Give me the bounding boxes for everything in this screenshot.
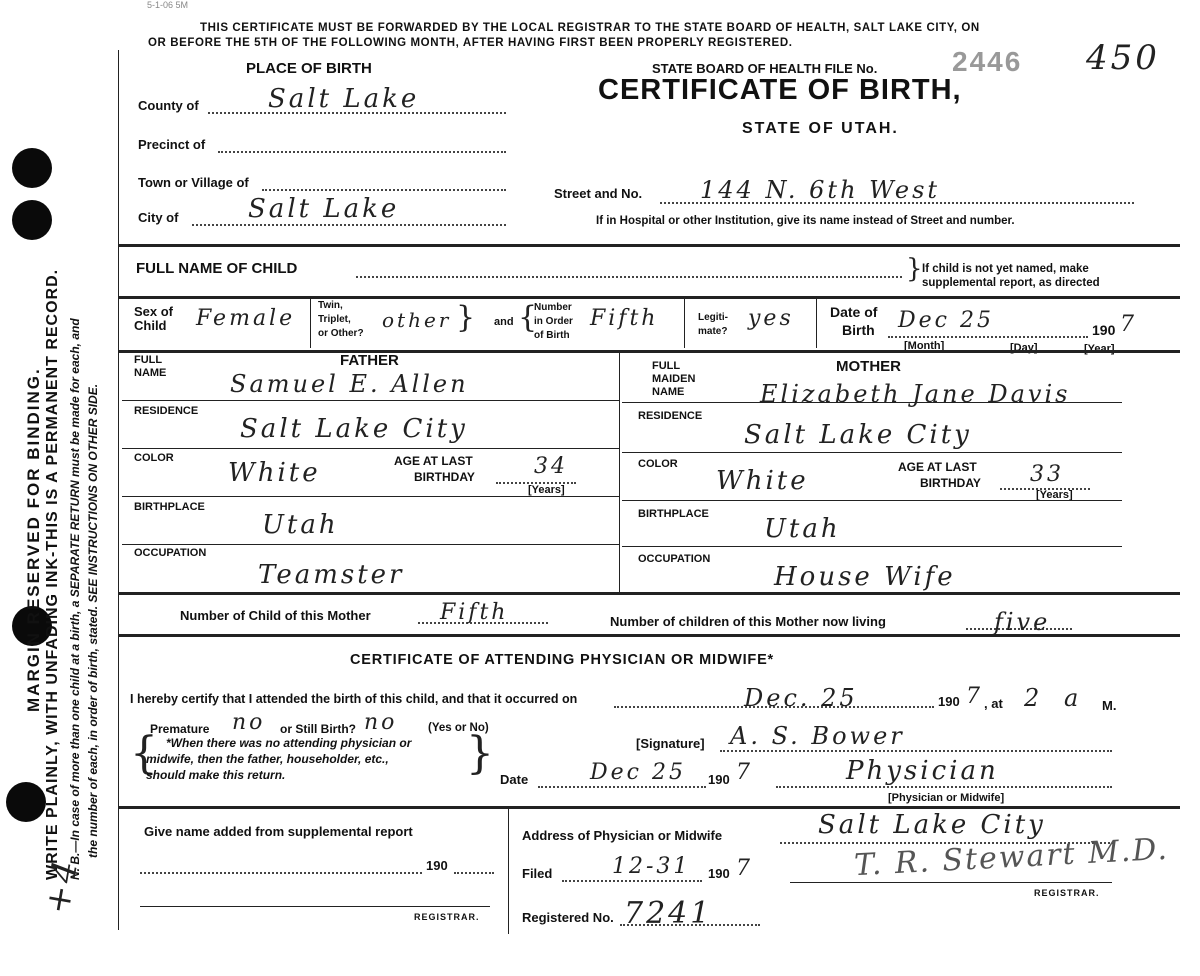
place-heading: PLACE OF BIRTH (246, 60, 372, 77)
mother-residence-label: RESIDENCE (638, 410, 703, 422)
mother-heading: MOTHER (836, 358, 901, 375)
father-residence-value: Salt Lake City (240, 414, 468, 444)
nb-note-line-1: N. B.—In case of more than one child at a birth, a SEPARATE RETURN must be made for each, and (68, 318, 82, 880)
day-caption: [Day] (1010, 342, 1038, 354)
rule-sex-top (118, 296, 1180, 299)
father-name-value: Samuel E. Allen (230, 370, 469, 398)
father-years-caption: [Years] (528, 484, 565, 496)
twin-value: other (382, 308, 452, 332)
supplemental-year-line (454, 872, 494, 874)
mother-name-label-3: NAME (652, 386, 685, 398)
precinct-label: Precinct of (138, 137, 206, 152)
mother-occupation-label: OCCUPATION (638, 553, 711, 565)
mother-color-label: COLOR (638, 458, 678, 470)
living-value: five (994, 608, 1051, 636)
order-label-2: in Order (534, 316, 573, 327)
father-occupation-value: Teamster (258, 560, 405, 590)
city-label: City of (138, 210, 179, 225)
child-note-2: supplemental report, as directed (922, 277, 1100, 289)
child-note-1: If child is not yet named, make (922, 263, 1089, 275)
year-prefix: 190 (938, 694, 960, 709)
ampm-value: a (1064, 684, 1082, 712)
child-number-value: Fifth (440, 600, 509, 625)
punch-hole-4 (6, 782, 46, 822)
year-caption: [Year] (1084, 343, 1115, 355)
sep-2 (684, 296, 685, 348)
brace: } (906, 254, 923, 284)
father-color-value: White (228, 458, 321, 488)
physician-note-2: midwife, then the father, householder, etc., (146, 752, 389, 766)
mother-birthplace-value: Utah (764, 514, 841, 544)
father-age-label-1: AGE AT LAST (394, 454, 473, 468)
street-value: 144 N. 6th West (700, 176, 941, 204)
margin-mark: +4 (37, 854, 87, 918)
father-age-label-2: BIRTHDAY (414, 470, 475, 484)
mother-name-value: Elizabeth Jane Davis (760, 380, 1071, 408)
precinct-line (218, 151, 506, 153)
title-line (776, 786, 1112, 788)
child-name-line (356, 276, 902, 278)
mother-color-value: White (716, 466, 809, 496)
and-label: and (494, 316, 514, 328)
mother-name-label-1: FULL (652, 360, 681, 372)
father-birthplace-label: BIRTHPLACE (134, 501, 205, 513)
physician-note-1: *When there was no attending physician or (166, 736, 412, 750)
dob-label-1: Date of (830, 304, 878, 320)
brace-4: { (130, 728, 158, 779)
legit-label-1: Legiti- (698, 312, 728, 323)
rule-f3 (122, 496, 619, 497)
signature-value: A. S. Bower (730, 722, 905, 750)
file-no-label: STATE BOARD OF HEALTH FILE No. (652, 61, 878, 76)
certify-text: I hereby certify that I attended the birth of this child, and that it occurred on (130, 692, 578, 706)
parents-divider (619, 350, 620, 592)
file-no-hand: 450 (1086, 38, 1160, 78)
father-name-label-2: NAME (134, 367, 167, 379)
certificate-title: CERTIFICATE OF BIRTH, (598, 74, 962, 106)
rule-bottom-top (118, 806, 1180, 809)
notice-line-2: OR BEFORE THE 5TH OF THE FOLLOWING MONTH, AFTER HAVING FIRST BEEN PROPERLY REGISTERED. (148, 37, 793, 49)
date-line (538, 786, 706, 788)
address-value: Salt Lake City (818, 810, 1046, 840)
twin-label-2: Triplet, (318, 314, 351, 325)
filed-label: Filed (522, 866, 553, 881)
father-age-value: 34 (534, 454, 568, 479)
mother-age-label-1: AGE AT LAST (898, 460, 977, 474)
rule-counts-top (118, 592, 1180, 595)
supplemental-registrar-caption: REGISTRAR. (414, 912, 480, 922)
form-code: 5-1-06 5M (147, 0, 189, 10)
order-value: Fifth (590, 306, 659, 331)
rule-f1 (122, 400, 619, 401)
mother-age-value: 33 (1030, 462, 1064, 487)
time-value: 2 (1024, 684, 1043, 712)
margin-rule (118, 50, 119, 930)
county-value: Salt Lake (268, 84, 420, 114)
date-year-digit: 7 (736, 760, 753, 785)
filed-year-digit: 7 (736, 856, 753, 881)
rule-m1 (622, 402, 1122, 403)
rule-parents-top (118, 350, 1180, 353)
mother-age-label-2: BIRTHDAY (920, 476, 981, 490)
physician-title-value: Physician (846, 756, 999, 786)
premature-value: no (232, 710, 266, 735)
dob-label-2: Birth (842, 322, 875, 338)
sep-3 (816, 296, 817, 348)
order-label-1: Number (534, 302, 572, 313)
signature-line (720, 750, 1112, 752)
brace-5: } (466, 728, 494, 779)
father-birthplace-value: Utah (262, 510, 339, 540)
child-name-label: FULL NAME OF CHILD (136, 260, 298, 277)
living-label: Number of children of this Mother now living (610, 614, 886, 629)
at-label: , at (984, 696, 1003, 711)
premature-label: Premature (150, 722, 210, 736)
dob-line (888, 336, 1088, 338)
supplemental-registrar-line (140, 906, 490, 907)
registrar-caption: REGISTRAR. (1034, 888, 1100, 898)
filed-value: 12-31 (612, 854, 691, 879)
dob-year-prefix: 190 (1092, 322, 1116, 338)
child-number-label: Number of Child of this Mother (180, 608, 371, 623)
legit-label-2: mate? (698, 326, 728, 337)
mother-residence-value: Salt Lake City (744, 420, 972, 450)
yes-no-label: (Yes or No) (428, 722, 489, 734)
legit-value: yes (748, 306, 794, 331)
date-value: Dec 25 (590, 760, 686, 785)
brace-3: { (518, 300, 538, 335)
dob-year-digit: 7 (1120, 312, 1137, 337)
county-label: County of (138, 98, 199, 113)
notice-line-1: THIS CERTIFICATE MUST BE FORWARDED BY THE LOCAL REGISTRAR TO THE STATE BOARD OF HEALTH, SALT LAKE CITY, ON (200, 22, 980, 34)
mother-occupation-value: House Wife (774, 562, 956, 592)
rule-f4 (122, 544, 619, 545)
write-plainly-text: WRITE PLAINLY, WITH UNFADING INK-THIS IS A PERMANENT RECORD. (44, 268, 61, 880)
twin-label-1: Twin, (318, 300, 343, 311)
sep-1 (310, 296, 311, 348)
rule-m3 (622, 500, 1122, 501)
rule-m2 (622, 452, 1122, 453)
bottom-divider (508, 806, 509, 934)
city-value: Salt Lake (248, 194, 400, 224)
registered-label: Registered No. (522, 910, 614, 925)
rule-f2 (122, 448, 619, 449)
address-label: Address of Physician or Midwife (522, 828, 723, 843)
signature-label: [Signature] (636, 736, 705, 751)
rule-m4 (622, 546, 1122, 547)
birth-date-value: Dec. 25 (744, 684, 858, 712)
supplemental-year-prefix: 190 (426, 858, 448, 873)
binding-margin-text: MARGIN RESERVED FOR BINDING. (24, 367, 43, 712)
registrar-signature: T. R. Stewart M.D. (853, 831, 1170, 884)
supplemental-line (140, 872, 422, 874)
file-no-stamp: 2446 (952, 46, 1023, 77)
order-label-3: of Birth (534, 330, 570, 341)
nb-note-line-2: the number of each, in order of birth, stated. SEE INSTRUCTIONS ON OTHER SIDE. (86, 383, 100, 858)
supplemental-heading: Give name added from supplemental report (144, 824, 413, 839)
city-line (192, 224, 506, 226)
mother-birthplace-label: BIRTHPLACE (638, 508, 709, 520)
filed-line (562, 880, 702, 882)
registrar-line (790, 882, 1112, 883)
state-subtitle: STATE OF UTAH. (742, 120, 899, 137)
physician-note-3: should make this return. (146, 768, 286, 782)
physician-title-caption: [Physician or Midwife] (888, 792, 1005, 804)
rule-physician-top (118, 634, 1180, 637)
father-occupation-label: OCCUPATION (134, 547, 207, 559)
dob-value: Dec 25 (898, 308, 994, 333)
month-caption: [Month] (904, 340, 945, 352)
m-label: M. (1102, 698, 1117, 713)
town-line (262, 189, 506, 191)
twin-label-3: or Other? (318, 328, 364, 339)
punch-hole-1 (12, 148, 52, 188)
mother-years-caption: [Years] (1036, 489, 1073, 501)
sex-label-2: Child (134, 318, 167, 333)
registered-value: 7241 (624, 896, 713, 931)
hospital-note: If in Hospital or other Institution, give its name instead of Street and number. (596, 215, 1015, 227)
town-label: Town or Village of (138, 175, 249, 190)
stillbirth-label: or Still Birth? (280, 722, 356, 736)
punch-hole-2 (12, 200, 52, 240)
physician-heading: CERTIFICATE OF ATTENDING PHYSICIAN OR MIDWIFE* (350, 652, 774, 668)
brace-2: } (456, 300, 476, 335)
father-residence-label: RESIDENCE (134, 405, 199, 417)
date-year-prefix: 190 (708, 772, 730, 787)
father-heading: FATHER (340, 352, 399, 369)
sex-value: Female (196, 306, 296, 331)
father-color-label: COLOR (134, 452, 174, 464)
sex-label-1: Sex of (134, 304, 174, 319)
mother-name-label-2: MAIDEN (652, 373, 696, 385)
street-label: Street and No. (554, 186, 643, 201)
year-digit: 7 (966, 684, 983, 709)
filed-year-prefix: 190 (708, 866, 730, 881)
rule-top (118, 244, 1180, 247)
date-label: Date (500, 772, 529, 787)
stillbirth-value: no (364, 710, 398, 735)
father-name-label-1: FULL (134, 354, 163, 366)
